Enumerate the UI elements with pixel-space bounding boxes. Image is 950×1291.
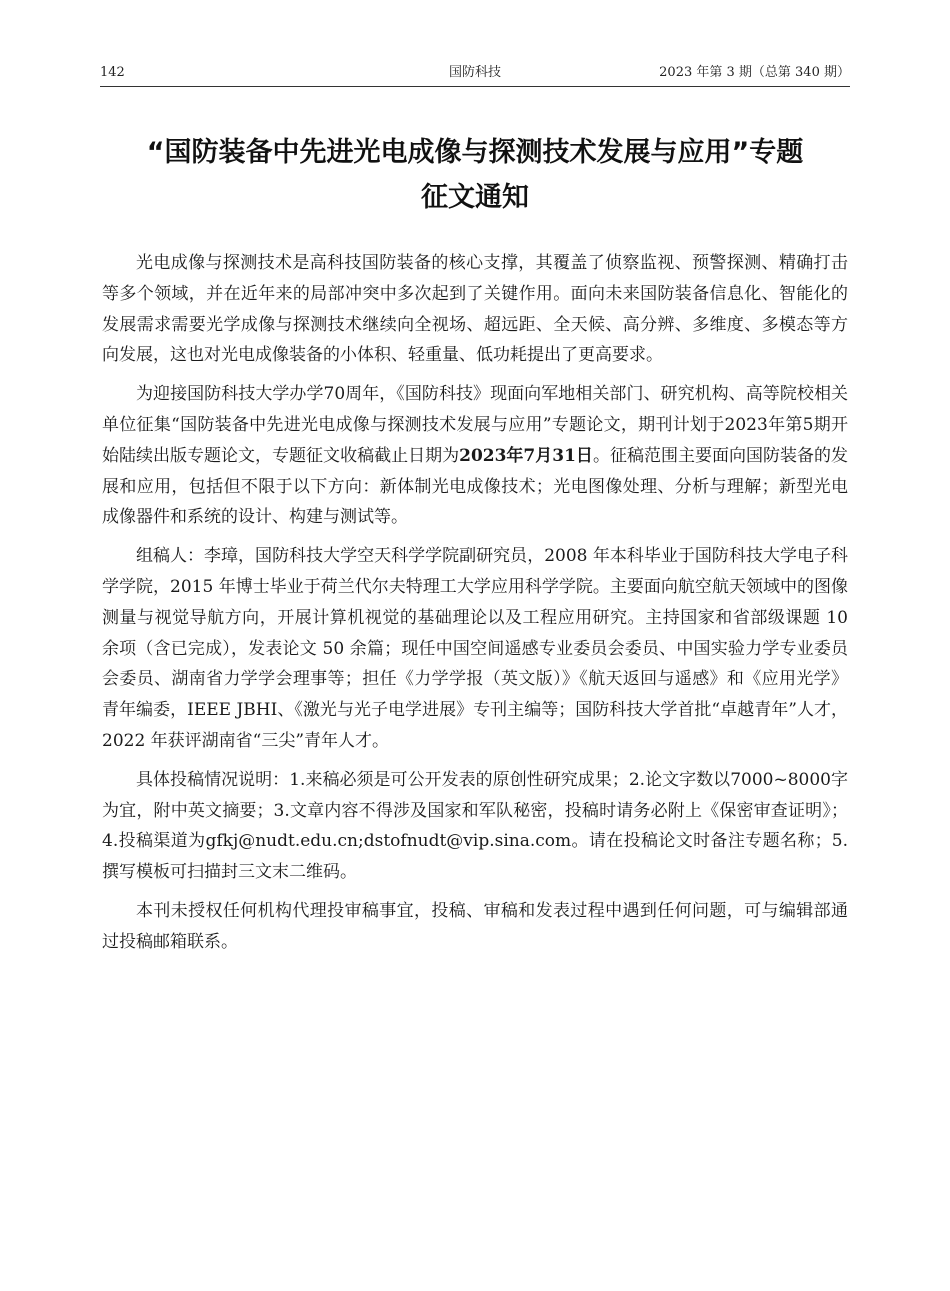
title-line-1: “国防装备中先进光电成像与探测技术发展与应用”专题 [146, 137, 804, 168]
call-text-before-deadline: 为迎接国防科技大学办学70周年，《国防科技》现面向军地相关部门、研究机构、高等院校相关单位征集“国防装备中先进光电成像与探测技术发展与应用”专题论文，期刊计划于2023年第5期开始陆续出版专题论文，专题征文收稿截止日期为 [102, 384, 848, 466]
page-title [60, 130, 890, 220]
call-text-after-deadline: 。征稿范围主要面向国防装备的发展和应用，包括但不限于以下方向：新体制光电成像技术；光电图像处理、分析与理解；新型光电成像器件和系统的设计、构建与测试等。 [102, 445, 849, 528]
paragraph-submission-details: 具体投稿情况说明：1.来稿必须是可公开发表的原创性研究成果；2.论文字数以7000~8000字为宜，附中英文摘要；3.文章内容不得涉及国家和军队秘密，投稿时请务必附上《保密审查证明》；4.投稿渠道为gfkj@nudt.edu.cn;dstofnudt@vip.sina.com。请在投稿论文时备注专题名称；5.撰写模板可扫描封三文末二维码。 [102, 769, 848, 883]
running-header [100, 62, 850, 84]
article-body [102, 248, 848, 966]
header-divider [100, 86, 850, 87]
journal-name: 国防科技 [448, 65, 501, 80]
deadline-date: 2023年7月31日 [459, 445, 593, 466]
paragraph-intro: 光电成像与探测技术是高科技国防装备的核心支撑，其覆盖了侦察监视、预警探测、精确打击等多个领域，并在近年来的局部冲突中多次起到了关键作用。面向未来国防装备信息化、智能化的发展需求需要光学成像与探测技术继续向全视场、超远距、全天候、高分辨、多维度、多模态等方向发展，这也对光电成像装备的小体积、轻重量、低功耗提出了更高要求。 [102, 253, 848, 366]
paragraph-notice: 本刊未授权任何机构代理投审稿事宜，投稿、审稿和发表过程中遇到任何问题，可与编辑部通过投稿邮箱联系。 [102, 900, 848, 952]
title-line-2: 征文通知 [421, 182, 529, 213]
paragraph-organizer: 组稿人：李璋，国防科技大学空天科学学院副研究员，2008 年本科毕业于国防科技大学电子科学学院，2015 年博士毕业于荷兰代尔夫特理工大学应用科学学院。主要面向航空航天领域中的图像测量与视觉导航方向，开展计算机视觉的基础理论以及工程应用研究。主持国家和省部级课题 10 余项（含已完成），发表论文 50 余篇；现任中国空间遥感专业委员会委员、中国实验力学专业委员会委员、湖南省力学学会理事等；担任《力学学报（英文版）》《航天返回与遥感》和《应用光学》青年编委，IEEE JBHI、《激光与光子电学进展》专刊主编等；国防科技大学首批“卓越青年”人才，2022 年获评湖南省“三尖”青年人才。 [102, 546, 848, 751]
issue-info: 2023 年第 3 期（总第 340 期） [659, 65, 850, 80]
page-number: 142 [100, 65, 125, 80]
paragraph-call-for-papers [102, 379, 848, 533]
